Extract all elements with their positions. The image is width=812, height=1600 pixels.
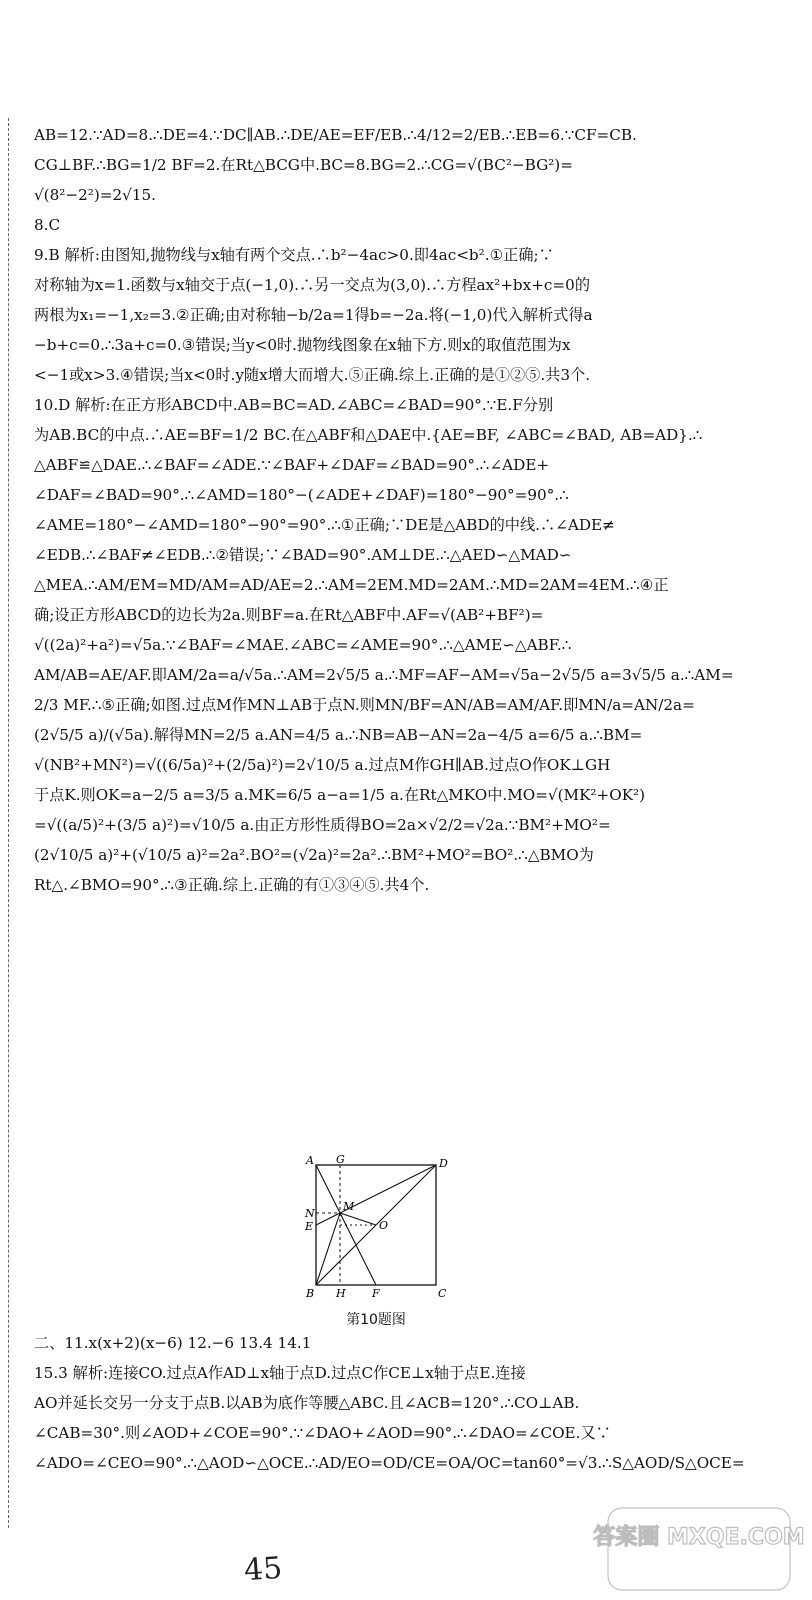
text-line: AM/AB=AE/AF.即AM/2a=a/√5a.∴AM=2√5/5 a.∴MF=AF−AM=√5a−2√5/5 a=3√5/5 a.∴AM= [34,666,734,684]
text-line: ∠EDB.∴∠BAF≠∠EDB.∴②错误;∵∠BAD=90°.AM⊥DE.∴△AED∽△MAD∽ [34,546,572,564]
label-d: D [439,1157,448,1170]
square-diagram [296,1155,456,1305]
text-line: 2/3 MF.∴⑤正确;如图.过点M作MN⊥AB于点N.则MN/BF=AN/AB=AM/AF.即MN/a=AN/2a= [34,696,695,714]
figure-caption: 第10题图 [346,1312,406,1328]
solution-lines-part2 [34,1328,794,1478]
text-line: 10.D 解析:在正方形ABCD中.AB=BC=AD.∠ABC=∠BAD=90°.∵E.F分别 [34,396,554,414]
text-line: ∠ADO=∠CEO=90°.∴△AOD∽△OCE.∴AD/EO=OD/CE=OA/OC=tan60°=√3.∴S△AOD/S△OCE= [34,1454,745,1472]
text-line: CG⊥BF.∴BG=1/2 BF=2.在Rt△BCG中.BC=8.BG=2.∴CG=√(BC²−BG²)= [34,156,573,174]
label-h: H [336,1287,346,1300]
text-line: (2√5/5 a)/(√5a).解得MN=2/5 a.AN=4/5 a.∴NB=AB−AN=2a−4/5 a=6/5 a.∴BM= [34,726,643,744]
text-line: 9.B 解析:由图知,抛物线与x轴有两个交点.∴b²−4ac>0.即4ac<b².①正确;∵ [34,246,554,264]
label-n: N [305,1207,315,1220]
text-line: △MEA.∴AM/EM=MD/AM=AD/AE=2.∴AM=2EM.MD=2AM.∴MD=2AM=4EM.∴④正 [34,576,669,594]
label-c: C [438,1287,447,1300]
solution-text-block [34,120,794,900]
label-f: F [372,1287,380,1300]
label-e: E [305,1220,314,1233]
text-line: −b+c=0.∴3a+c=0.③错误;当y<0时.抛物线图象在x轴下方.则x的取值范围为x [34,336,571,354]
text-line: 二、11.x(x+2)(x−6) 12.−6 13.4 14.1 [34,1334,312,1352]
label-a: A [306,1154,314,1167]
text-line: 对称轴为x=1.函数与x轴交于点(−1,0).∴另一交点为(3,0).∴方程ax²+bx+c=0的 [34,276,591,294]
text-line: AB=12.∵AD=8.∴DE=4.∵DC∥AB.∴DE/AE=EF/EB.∴4/12=2/EB.∴EB=6.∵CF=CB. [34,126,637,144]
label-m: M [343,1200,355,1213]
segment-de [316,1165,436,1225]
text-line: 8.C [34,216,61,234]
text-line: 确;设正方形ABCD的边长为2a.则BF=a.在Rt△ABF中.AF=√(AB²+BF²)= [34,606,544,624]
text-line: (2√10/5 a)²+(√10/5 a)²=2a².BO²=(√2a)²=2a².∴BM²+MO²=BO².∴△BMO为 [34,846,594,864]
text-line: =√((a/5)²+(3/5 a)²)=√10/5 a.由正方形性质得BO=2a×√2/2=√2a.∵BM²+MO²= [34,816,611,834]
solution-text-block-2 [34,1328,794,1478]
label-b: B [306,1287,315,1300]
text-line: 为AB.BC的中点.∴AE=BF=1/2 BC.在△ABF和△DAE中.{AE=BF, ∠ABC=∠BAD, AB=AD}.∴ [34,426,703,444]
text-line: <−1或x>3.④错误;当x<0时.y随x增大而增大.⑤正确.综上.正确的是①②⑤.共3个. [34,366,591,384]
text-line: 15.3 解析:连接CO.过点A作AD⊥x轴于点D.过点C作CE⊥x轴于点E.连接 [34,1364,526,1382]
solution-lines-part1 [34,120,794,900]
watermark-text: 答案圈 MXQE.COM [593,1525,805,1550]
text-line: √((2a)²+a²)=√5a.∵∠BAF=∠MAE.∠ABC=∠AME=90°.∴△AME∽△ABF.∴ [34,636,572,654]
handwritten-page-number: 45 [242,1550,284,1589]
text-line: √(8²−2²)=2√15. [34,186,156,204]
figure-question-10 [296,1155,456,1329]
text-line: ∠AME=180°−∠AMD=180°−90°=90°.∴①正确;∵DE是△ABD的中线.∴∠ADE≠ [34,516,615,534]
watermark-logo [593,1504,805,1594]
text-line: AO并延长交另一分支于点B.以AB为底作等腰△ABC.且∠ACB=120°.∴CO⊥AB. [34,1394,580,1412]
text-line: 两根为x₁=−1,x₂=3.②正确;由对称轴−b/2a=1得b=−2a.将(−1,0)代入解析式得a [34,306,593,324]
label-o: O [379,1219,389,1232]
label-g: G [336,1153,345,1166]
binding-margin-line [8,118,19,1528]
text-line: 于点K.则OK=a−2/5 a=3/5 a.MK=6/5 a−a=1/5 a.在Rt△MKO中.MO=√(MK²+OK²) [34,786,646,804]
text-line: ∠CAB=30°.则∠AOD+∠COE=90°.∵∠DAO+∠AOD=90°.∴∠DAO=∠COE.又∵ [34,1424,611,1442]
text-line: Rt△.∠BMO=90°.∴③正确.综上.正确的有①③④⑤.共4个. [34,876,430,894]
text-line: ∠DAF=∠BAD=90°.∴∠AMD=180°−(∠ADE+∠DAF)=180°−90°=90°.∴ [34,486,569,504]
text-line: √(NB²+MN²)=√((6/5a)²+(2/5a)²)=2√10/5 a.过点M作GH∥AB.过点O作OK⊥GH [34,756,611,774]
text-line: △ABF≌△DAE.∴∠BAF=∠ADE.∵∠BAF+∠DAF=∠BAD=90°.∴∠ADE+ [34,456,550,474]
